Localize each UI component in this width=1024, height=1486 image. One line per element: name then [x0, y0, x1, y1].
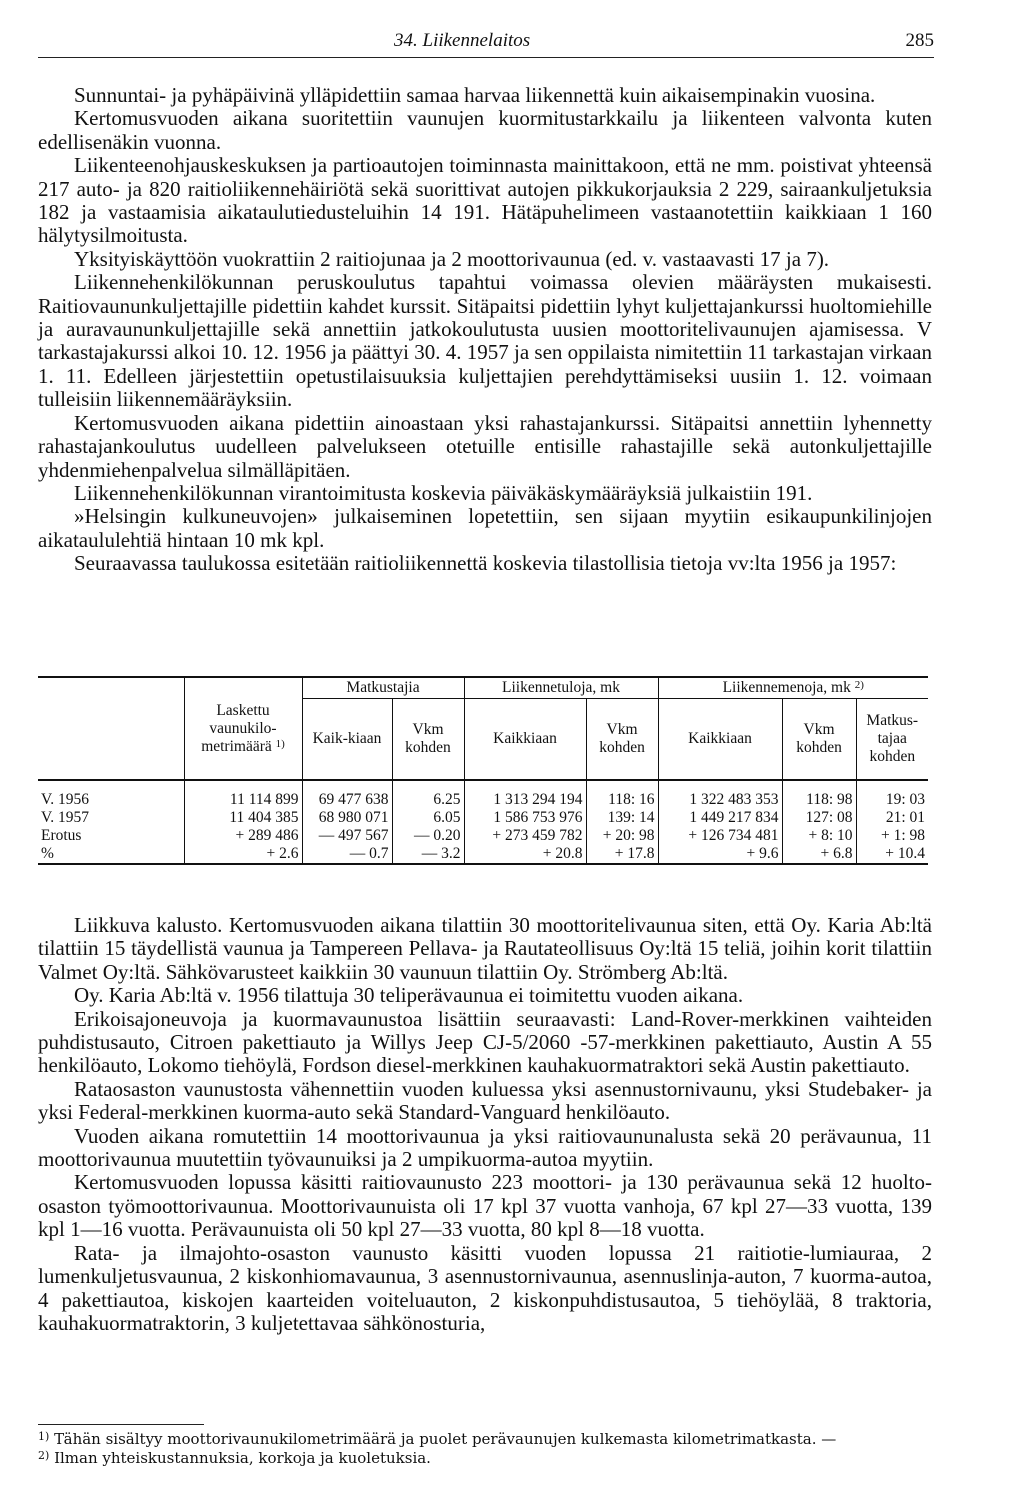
table-row: [38, 845, 928, 864]
value: 20.8: [555, 845, 583, 862]
cell: [464, 809, 586, 827]
value: 6.8: [833, 845, 853, 862]
cell: [856, 845, 928, 864]
paragraph: Erikoisajoneuvoja ja kuormavaunustoa lisättiin seuraavasti: Land-Rover-merkkinen vaihteiden puhdistusauto, Citroen pakettiauto ja Willys Jeep CJ-5/2060 -57-merkkinen pakettiauto, Austin A 55 henkilöauto, Lokomo tiehöylä, Fordson diesel-merkkinen kauhakuormatraktori sekä Austin pakettiauto.: [38, 1006, 932, 1078]
paragraph: Seuraavassa taulukossa esitetään raitioliikennettä koskevia tilastollisia tietoja vv:lta 1956 ja 1957:: [74, 551, 897, 576]
row-label: %: [41, 845, 54, 862]
value: 19: 03: [885, 791, 926, 808]
cell: [782, 827, 856, 845]
header-rule: [38, 57, 934, 58]
cell: [856, 827, 928, 845]
cell: [392, 827, 464, 845]
value: 2.6: [279, 845, 299, 862]
cell: [302, 845, 392, 864]
value: 139: 14: [607, 809, 655, 826]
cell: [658, 827, 782, 845]
value: 1 449 217 834: [689, 809, 779, 826]
value: 9.6: [759, 845, 779, 862]
footnotes: [38, 1430, 932, 1468]
footnote-mark: 2): [38, 1449, 50, 1462]
cell: [184, 809, 302, 827]
sign: —: [318, 827, 335, 844]
footnote-mark: 2): [854, 679, 864, 691]
cell: [302, 827, 392, 845]
sign: +: [880, 827, 890, 844]
col-header-laskettu-label: Laskettu vaunukilo-metrimäärä: [201, 701, 277, 755]
cell: [464, 827, 586, 845]
footnote: [38, 1430, 932, 1449]
value: 10.4: [897, 845, 926, 862]
cell: [658, 791, 782, 809]
cell: [782, 791, 856, 809]
col-header-laskettu: [184, 677, 302, 780]
value: 273 459 782: [505, 827, 583, 844]
cell: [184, 845, 302, 864]
value: 0.20: [433, 827, 461, 844]
value: 6.05: [433, 809, 461, 826]
paragraph: Kertomusvuoden aikana pidettiin ainoastaan yksi rahastajankurssi. Sitäpaitsi annettiin lyhennetty rahastajankoulutus uudelleen palvelukseen otetuille entisille rahastajille sekä autonkuljettajille yhdenmiehenpalvelua silmälläpitäen.: [38, 410, 932, 482]
cell: [658, 845, 782, 864]
value: 118: 98: [806, 791, 853, 808]
cell: [392, 809, 464, 827]
paragraph: [38, 914, 932, 984]
cell: [464, 791, 586, 809]
body-text-bottom: [38, 914, 932, 1335]
footnote: [38, 1449, 932, 1468]
value: 1 322 483 353: [689, 791, 779, 808]
footnote-mark: 1): [38, 1430, 50, 1443]
cell: [586, 809, 658, 827]
cell: [184, 791, 302, 809]
value: 497 567: [338, 827, 389, 844]
paragraph: Vuoden aikana romutettiin 14 moottorivaunua ja yksi raitiovaununalusta sekä 20 perävaunua, 11 moottorivaunua muutettiin työvaunuiksi ja 2 umpikuorma-autoa myytiin.: [38, 1123, 932, 1172]
cell: [464, 845, 586, 864]
table-stub-header: [38, 677, 184, 780]
value: 118: 16: [608, 791, 655, 808]
paragraph: Liikennehenkilökunnan virantoimitusta koskevia päiväkäskymääräyksiä julkaistiin 191.: [74, 480, 813, 505]
value: 1: 98: [893, 827, 926, 844]
sign: +: [266, 845, 276, 862]
cell: [856, 791, 928, 809]
row-label: Erotus: [41, 827, 82, 844]
value: 1 586 753 976: [493, 809, 583, 826]
page-number: 285: [905, 30, 934, 51]
sign: +: [542, 845, 552, 862]
sign: —: [421, 845, 438, 862]
value: 127: 08: [805, 809, 853, 826]
footnote-mark: 1): [275, 737, 285, 750]
footnote-text: Ilman yhteiskustannuksia, korkoja ja kuoletuksia.: [49, 1449, 431, 1467]
paragraph: Sunnuntai- ja pyhäpäivinä ylläpidettiin samaa harvaa liikennettä kuin aikaisempinakin vuosina.: [74, 83, 876, 107]
sign: +: [885, 845, 895, 862]
value: 11 404 385: [229, 809, 299, 826]
value: 0.7: [369, 845, 389, 862]
cell: [856, 809, 928, 827]
value: 1 313 294 194: [493, 791, 583, 808]
statistics-table: [38, 676, 928, 865]
paragraph: »Helsingin kulkuneuvojen» julkaiseminen lopetettiin, sen sijaan myytiin esikaupunkilinjojen aikataululehtiä hintaan 10 mk kpl.: [38, 504, 932, 552]
col-header-matkustajia-kaikkiaan: Kaik-kiaan: [302, 699, 392, 781]
sign: +: [235, 827, 245, 844]
cell: [184, 827, 302, 845]
sign: +: [688, 827, 698, 844]
value: 3.2: [441, 845, 461, 862]
paragraph: Kertomusvuoden lopussa käsitti raitiovaunusto 223 moottori- ja 130 perävaunua sekä 12 huolto-osaston työmoottorivaunua. Moottorivaunuista oli 17 kpl 37 vuotta vanhoja, 67 kpl 27—33 vuotta, 139 kpl 1—16 vuotta. Perävaunuista oli 50 kpl 27—33 vuotta, 80 kpl 8—18 vuotta.: [38, 1170, 932, 1242]
group-header-liikennemenoja-label: Liikennemenoja, mk: [722, 679, 851, 696]
sign: +: [820, 845, 830, 862]
cell: [782, 845, 856, 864]
body-text-top: [38, 84, 932, 576]
sign: —: [349, 845, 366, 862]
running-header: [38, 30, 934, 60]
cell: [392, 845, 464, 864]
col-header-menoja-vkm: Vkm kohden: [782, 699, 856, 781]
cell: [392, 791, 464, 809]
cell: [782, 809, 856, 827]
cell: [586, 845, 658, 864]
paragraph: Liikennehenkilökunnan peruskoulutus tapahtui voimassa olevien määräysten mukaisesti. Raitiovaununkuljettajille pidettiin kahdet kurssit. Sitäpaitsi pidettiin lyhyt kuljettajankurssi huoltomiehille ja auravaununkuljettajille sekä annettiin jatkokoulutusta uusien moottoritelivaunujen ajamisessa. V tarkastajakurssi alkoi 10. 12. 1956 ja päättyi 30. 4. 1957 ja sen oppilaista nimitettiin 11 tarkastajan virkaan 1. 11. Edelleen järjestettiin opetustilaisuuksia kuljettajien perehdyttämiseksi uusiin 1. 12. voimaan tulleisiin liikennemääräyksiin.: [38, 270, 932, 412]
value: 20: 98: [615, 827, 655, 844]
cell: [586, 827, 658, 845]
paragraph: Liikenteenohjauskeskuksen ja partioautojen toiminnasta mainittakoon, että ne mm. poistivat yhteensä 217 auto- ja 820 raitioliikennehäiriötä sekä suorittivat autojen pikkukorjauksia 2 229, sairaankuljetuksia 182 ja vastaamisia aikataulutiedusteluihin 14 191. Hätäpuhelimeen vastaanotettiin kaikkiaan 1 160 hälytysilmoitusta.: [38, 153, 932, 248]
group-header-matkustajia: Matkustajia: [302, 677, 464, 699]
table-row: [38, 791, 928, 809]
paragraph: Kertomusvuoden aikana suoritettiin vaunujen kuormitustarkkailu ja liikenteen valvonta kuten edellisenäkin vuonna.: [38, 106, 932, 154]
sign: +: [492, 827, 502, 844]
col-header-tuloja-kaikkiaan: Kaikkiaan: [464, 699, 586, 781]
col-header-matkustajia-vkm: Vkm kohden: [392, 699, 464, 781]
cell: [302, 791, 392, 809]
sign: +: [614, 845, 624, 862]
value: 17.8: [627, 845, 655, 862]
value: 126 734 481: [701, 827, 779, 844]
value: 69 477 638: [318, 791, 389, 808]
cell: [658, 809, 782, 827]
sign: +: [746, 845, 756, 862]
value: 11 114 899: [229, 791, 299, 808]
footnote-text: Tähän sisältyy moottorivaunukilometrimäärä ja puolet perävaunujen kulkemasta kilometrimatkasta. —: [49, 1430, 837, 1448]
sign: +: [602, 827, 612, 844]
footnote-rule: [38, 1424, 204, 1425]
value: 21: 01: [885, 809, 926, 826]
paragraph: Yksityiskäyttöön vuokrattiin 2 raitiojunaa ja 2 moottorivaunua (ed. v. vastaavasti 17 ja 7).: [74, 246, 830, 271]
table-row: [38, 809, 928, 827]
value: 8: 10: [821, 827, 853, 844]
row-label: V. 1956: [41, 791, 89, 808]
sign: +: [808, 827, 818, 844]
cell: [586, 791, 658, 809]
table-row: [38, 827, 928, 845]
col-header-tuloja-vkm: Vkm kohden: [586, 699, 658, 781]
col-header-menoja-kaikkiaan: Kaikkiaan: [658, 699, 782, 781]
section-title: 34. Liikennelaitos: [394, 30, 531, 51]
value: 6.25: [433, 791, 461, 808]
paragraph: Rataosaston vaunustosta vähennettiin vuoden kuluessa yksi asennustornivaunu, yksi Studebaker- ja yksi Federal-merkkinen kuorma-auto sekä Standard-Vanguard henkilöauto.: [38, 1076, 932, 1125]
group-header-liikennemenoja: [658, 677, 928, 699]
value: 68 980 071: [318, 809, 389, 826]
paragraph-text: Kertomusvuoden aikana tilattiin 30 moottoritelivaunua siten, että Oy. Karia Ab:ltä tilattiin 15 täydellistä vaunua ja Tampereen Pellava- ja Rautateollisuus Oy:ltä 15 teliä, joihin korit tilattiin Valmet Oy:ltä. Sähkövarusteet kaikkiin 30 vaunuun tilattiin Oy. Strömberg Ab:ltä.: [38, 913, 933, 984]
paragraph: Oy. Karia Ab:ltä v. 1956 tilattuja 30 teliperävaunua ei toimitettu vuoden aikana.: [74, 983, 744, 1008]
group-header-liikennetuloja: Liikennetuloja, mk: [464, 677, 658, 699]
paragraph-lead: Liikkuva kalusto.: [74, 913, 223, 937]
paragraph: Rata- ja ilmajohto-osaston vaunusto käsitti vuoden lopussa 21 raitiotie-lumiauraa, 2 lumenkuljetusvaunua, 2 kiskonhiomavaunua, 3 asennustornivaunua, asennuslinja-auton, 7 kuorma-autoa, 4 pakettiautoa, kiskojen kaarteiden voiteluauton, 2 kiskonpuhdistusautoa, 5 tiehöylää, 8 traktoria, kauhakuormatraktorin, 3 kuljetettavaa sähkönosturia,: [38, 1240, 932, 1335]
col-header-matkustajaa-kohden: Matkus-tajaa kohden: [856, 699, 928, 781]
value: 289 486: [248, 827, 299, 844]
sign: —: [414, 827, 430, 844]
cell: [302, 809, 392, 827]
row-label: V. 1957: [41, 809, 89, 826]
